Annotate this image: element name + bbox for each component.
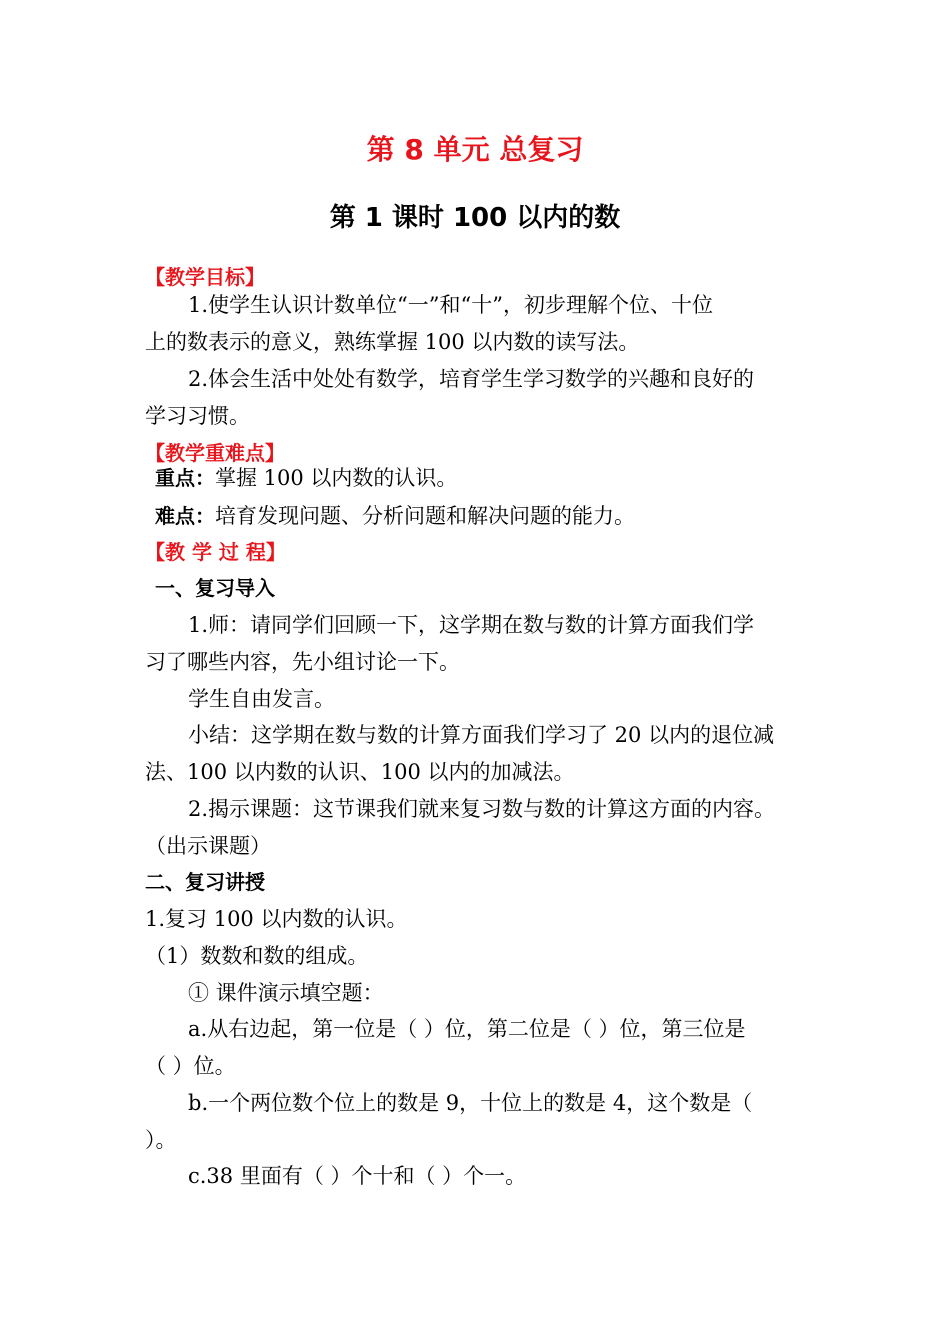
s2-subitem-1: （1）数数和数的组成。 bbox=[145, 944, 369, 968]
s1-paragraph-3-line-1: 小结：这学期在数与数的计算方面我们学习了 20 以内的退位减 bbox=[188, 723, 775, 747]
key-points-heading: 【教学重难点】 bbox=[145, 441, 285, 465]
key-point-text: 掌握 100 以内数的认识。 bbox=[215, 466, 458, 490]
difficult-point-label: 难点： bbox=[155, 504, 215, 528]
lesson-title: 第 1 课时 100 以内的数 bbox=[329, 203, 621, 233]
s2-item-1: 1.复习 100 以内数的认识。 bbox=[145, 907, 408, 931]
s1-paragraph-2: 学生自由发言。 bbox=[188, 687, 335, 711]
objective-2-line-2: 学习习惯。 bbox=[145, 404, 250, 428]
s2-question-a-line-1: a.从右边起，第一位是（ ）位，第二位是（ ）位，第三位是 bbox=[188, 1017, 746, 1041]
s1-paragraph-3-line-2: 法、100 以内数的认识、100 以内的加减法。 bbox=[145, 760, 575, 784]
difficult-point-text: 培育发现问题、分析问题和解决问题的能力。 bbox=[215, 504, 635, 528]
objectives-heading: 【教学目标】 bbox=[145, 265, 265, 289]
key-point-row bbox=[155, 463, 457, 493]
objective-1-line-2: 上的数表示的意义，熟练掌握 100 以内数的读写法。 bbox=[145, 330, 640, 354]
objective-2-line-1: 2.体会生活中处处有数学，培育学生学习数学的兴趣和良好的 bbox=[188, 367, 755, 391]
s1-paragraph-4-line-1: 2.揭示课题：这节课我们就来复习数与数的计算这方面的内容。 bbox=[188, 797, 776, 821]
objective-1-line-1: 1.使学生认识计数单位“一”和“十”，初步理解个位、十位 bbox=[188, 293, 713, 317]
s2-circle-item-1: ① 课件演示填空题： bbox=[188, 981, 384, 1005]
section-1-heading: 一、复习导入 bbox=[155, 576, 275, 600]
process-heading: 【教 学 过 程】 bbox=[145, 540, 286, 564]
difficult-point-row bbox=[155, 501, 635, 531]
s2-question-b-line-1: b.一个两位数个位上的数是 9，十位上的数是 4，这个数是（ bbox=[188, 1091, 753, 1115]
s1-paragraph-1-line-2: 习了哪些内容，先小组讨论一下。 bbox=[145, 650, 460, 674]
s2-question-b-line-2: ）。 bbox=[145, 1128, 177, 1152]
unit-title: 第 8 单元 总复习 bbox=[366, 133, 584, 166]
key-point-label: 重点： bbox=[155, 466, 215, 490]
s1-paragraph-1-line-1: 1.师：请同学们回顾一下，这学期在数与数的计算方面我们学 bbox=[188, 613, 755, 637]
s1-paragraph-4-line-2: （出示课题） bbox=[145, 834, 271, 858]
section-2-heading: 二、复习讲授 bbox=[145, 870, 265, 894]
s2-question-c: c.38 里面有（ ）个十和（ ）个一。 bbox=[188, 1164, 527, 1188]
s2-question-a-line-2: （ ）位。 bbox=[145, 1054, 236, 1078]
